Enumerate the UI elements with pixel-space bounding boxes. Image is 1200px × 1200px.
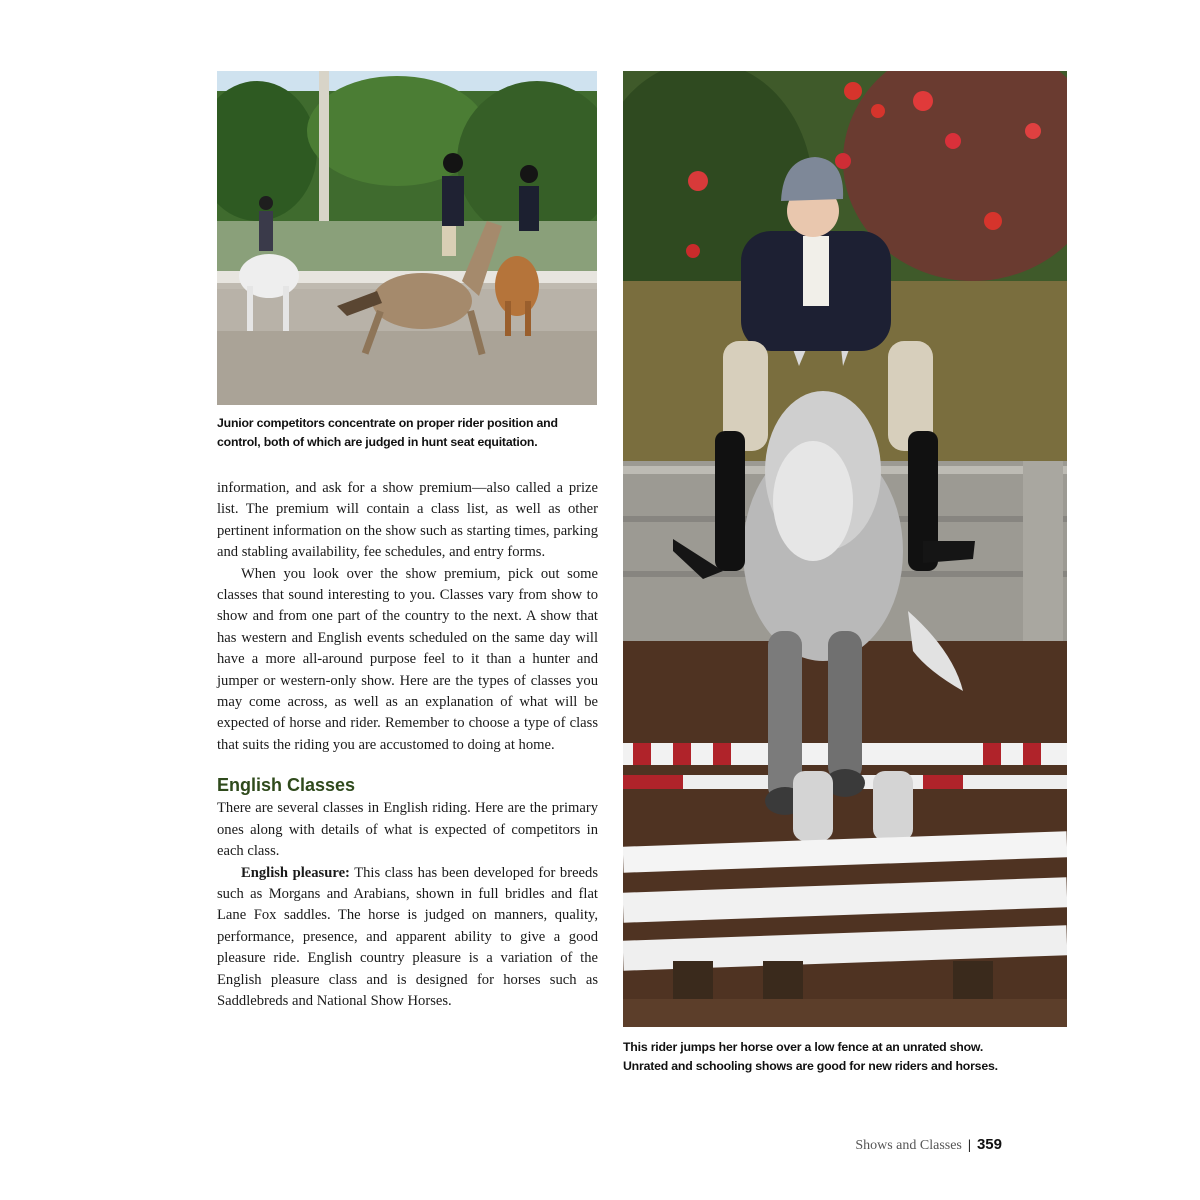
body-text-column xyxy=(217,478,598,1012)
body-paragraph-english-pleasure xyxy=(217,863,598,1013)
term-english-pleasure: English pleasure: xyxy=(241,864,350,881)
body-paragraph: information, and ask for a show premium—also called a prize list. The premium will contain a class list, as well as other pertinent information on the show such as starting times, parking and stabling availability, fee schedules, and entry forms. xyxy=(217,480,598,561)
body-paragraph: When you look over the show premium, pick out some classes that sound interesting to you. Classes vary from show to show and from one part of the country to the next. A show that has western and English events scheduled on the same day will have a more all-around purpose feel to it than a hunter and jumper or western-only show. Here are the types of classes you may come across, as well as an explanation of what will be expected of horse and rider. Remember to choose a type of class that suits the riding you are accustomed to doing at home. xyxy=(217,565,598,753)
section-heading-english-classes: English Classes xyxy=(217,775,356,796)
photo-junior-competitors xyxy=(217,71,597,405)
photo-rider-jumping xyxy=(623,71,1067,1027)
term-definition: This class has been developed for breeds such as Morgans and Arabians, shown in full bridles and flat Lane Fox saddles. The horse is judged on manners, quality, performance, presence, and apparent ability to give a good pleasure ride. English country pleasure is a variation of the English pleasure class and is designed for horses such as Saddlebreds and National Show Horses. xyxy=(217,864,599,1009)
footer-separator: | xyxy=(967,1138,971,1153)
footer-section-title: Shows and Classes xyxy=(855,1138,962,1153)
page-number: 359 xyxy=(976,1136,1002,1153)
caption-rider-jumping: This rider jumps her horse over a low fence at an unrated show. Unrated and schooling shows are good for new riders and horses. xyxy=(623,1040,998,1073)
body-paragraph: There are several classes in English riding. Here are the primary ones along with details of what is expected of competitors in each class. xyxy=(217,800,598,860)
page-footer xyxy=(760,1136,1002,1154)
caption-junior-competitors: Junior competitors concentrate on proper rider position and control, both of which are judged in hunt seat equitation. xyxy=(217,416,558,449)
